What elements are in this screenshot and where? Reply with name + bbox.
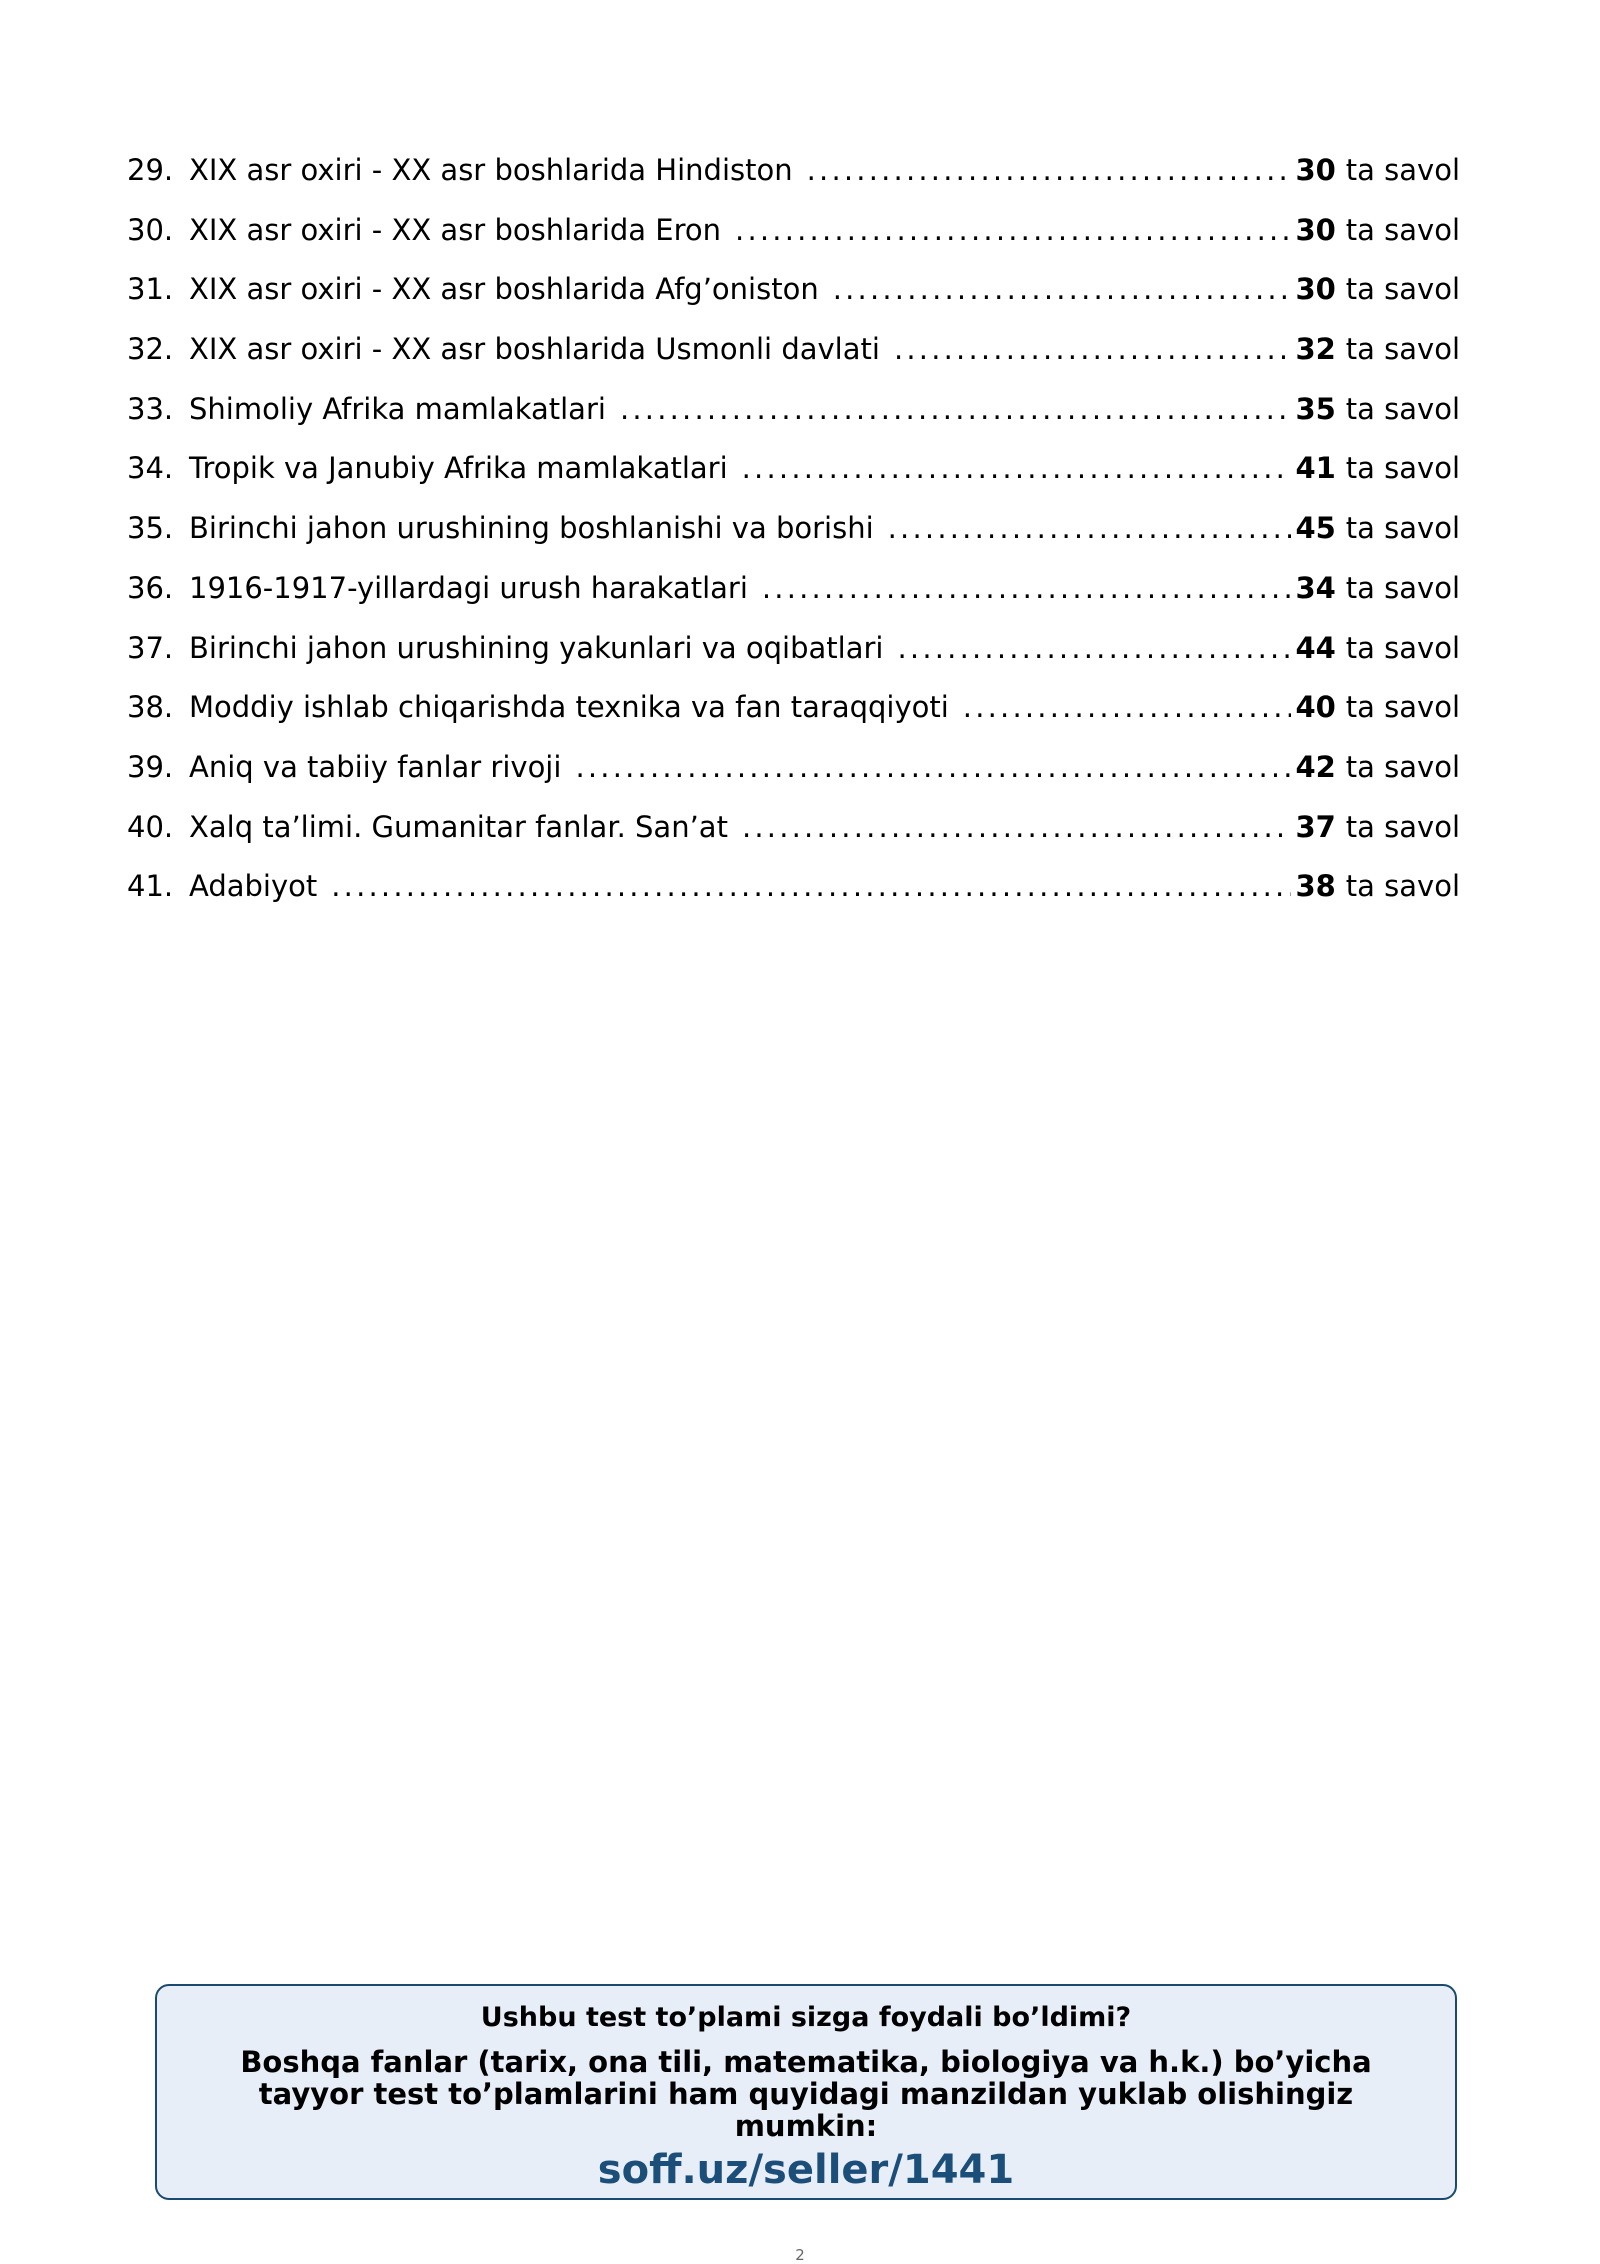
toc-entry-number: 37.: [127, 630, 174, 665]
toc-entry-suffix: ta savol: [1345, 809, 1460, 844]
toc-entry[interactable]: [127, 626, 1460, 686]
dot-leader: [807, 148, 1292, 192]
toc-entry-number: 35.: [127, 511, 174, 546]
toc-entry-suffix: ta savol: [1345, 451, 1460, 486]
toc-entry[interactable]: [127, 685, 1460, 745]
toc-entry-title: Birinchi jahon urushining yakunlari va oqibatlari: [189, 630, 884, 665]
toc-entry-number: 29.: [127, 153, 174, 187]
dot-leader: [963, 685, 1292, 729]
toc-entry-title: Adabiyot: [189, 869, 318, 904]
toc-entry-count: 42: [1295, 749, 1336, 784]
toc-entry-count: 32: [1295, 332, 1336, 367]
toc-entry-count: 34: [1295, 570, 1336, 605]
promo-box: [155, 1984, 1457, 2200]
toc-entry-count: 37: [1295, 809, 1336, 844]
dot-leader: [833, 267, 1292, 311]
toc-entry-number: 33.: [127, 391, 174, 426]
table-of-contents: [127, 148, 1460, 924]
toc-entry-number: 40.: [127, 809, 174, 844]
toc-entry-title: Aniq va tabiiy fanlar rivoji: [189, 749, 562, 784]
toc-entry-suffix: ta savol: [1345, 212, 1460, 247]
toc-entry-count: 40: [1295, 690, 1336, 725]
toc-entry[interactable]: [127, 805, 1460, 865]
toc-entry-suffix: ta savol: [1345, 511, 1460, 546]
toc-entry-count: 41: [1295, 451, 1336, 486]
toc-entry-number: 36.: [127, 570, 174, 605]
toc-entry[interactable]: [127, 506, 1460, 566]
dot-leader: [897, 626, 1291, 670]
toc-entry-number: 34.: [127, 451, 174, 486]
toc-entry[interactable]: [127, 446, 1460, 506]
toc-entry-title: Tropik va Janubiy Afrika mamlakatlari: [189, 451, 728, 486]
toc-entry[interactable]: [127, 148, 1460, 208]
promo-question: Ushbu test to’plami sizga foydali bo’ldimi?: [480, 2002, 1132, 2033]
toc-entry-number: 39.: [127, 749, 174, 784]
dot-leader: [575, 745, 1291, 789]
toc-entry-count: 30: [1295, 212, 1336, 247]
toc-entry-title: Birinchi jahon urushining boshlanishi va borishi: [189, 511, 874, 546]
dot-leader: [888, 506, 1292, 550]
promo-link[interactable]: soff.uz/seller/1441: [597, 2147, 1015, 2193]
page-number: 2: [795, 2246, 805, 2264]
toc-entry-title: XIX asr oxiri - XX asr boshlarida Eron: [189, 212, 722, 247]
toc-entry-suffix: ta savol: [1345, 749, 1460, 784]
toc-entry-title: Xalq ta’limi. Gumanitar fanlar. San’at: [189, 809, 728, 844]
toc-entry-count: 44: [1295, 630, 1336, 665]
dot-leader: [894, 327, 1292, 371]
toc-entry[interactable]: [127, 745, 1460, 805]
toc-entry-suffix: ta savol: [1345, 869, 1460, 904]
toc-entry-count: 30: [1295, 272, 1336, 307]
toc-entry-suffix: ta savol: [1345, 630, 1460, 665]
toc-entry-title: Moddiy ishlab chiqarishda texnika va fan taraqqiyoti: [189, 690, 949, 725]
toc-entry-suffix: ta savol: [1345, 332, 1460, 367]
toc-entry-count: 35: [1295, 391, 1336, 426]
toc-entry-number: 38.: [127, 690, 174, 725]
toc-entry-number: 30.: [127, 212, 174, 247]
toc-entry-number: 41.: [127, 869, 174, 904]
toc-entry[interactable]: [127, 327, 1460, 387]
dot-leader: [742, 446, 1292, 490]
dot-leader: [742, 805, 1292, 849]
dot-leader: [331, 864, 1291, 908]
toc-entry-title: Shimoliy Afrika mamlakatlari: [189, 391, 606, 426]
toc-entry-number: 31.: [127, 272, 174, 307]
dot-leader: [762, 566, 1292, 610]
toc-entry-count: 30: [1295, 153, 1336, 187]
toc-entry-suffix: ta savol: [1345, 272, 1460, 307]
dot-leader: [735, 208, 1291, 252]
toc-entry[interactable]: [127, 864, 1460, 924]
toc-entry[interactable]: [127, 267, 1460, 327]
toc-entry-title: XIX asr oxiri - XX asr boshlarida Hindiston: [189, 153, 793, 187]
toc-entry[interactable]: [127, 566, 1460, 626]
promo-body: Boshqa fanlar (tarix, ona tili, matematika, biologiya va h.k.) bo’yicha tayyor test to’plamlarini ham quyidagi manzildan yuklab olishingiz mumkin:: [240, 2045, 1372, 2143]
toc-entry-suffix: ta savol: [1345, 690, 1460, 725]
toc-entry-suffix: ta savol: [1345, 570, 1460, 605]
toc-entry-count: 38: [1295, 869, 1336, 904]
toc-entry-title: 1916-1917-yillardagi urush harakatlari: [189, 570, 748, 605]
toc-entry-title: XIX asr oxiri - XX asr boshlarida Afg’oniston: [189, 272, 819, 307]
toc-entry[interactable]: [127, 208, 1460, 268]
dot-leader: [620, 387, 1292, 431]
toc-entry-count: 45: [1295, 511, 1336, 546]
toc-entry-number: 32.: [127, 332, 174, 367]
toc-entry-suffix: ta savol: [1345, 391, 1460, 426]
toc-entry[interactable]: [127, 387, 1460, 447]
toc-entry-title: XIX asr oxiri - XX asr boshlarida Usmonli davlati: [189, 332, 880, 367]
toc-entry-suffix: ta savol: [1345, 153, 1460, 187]
